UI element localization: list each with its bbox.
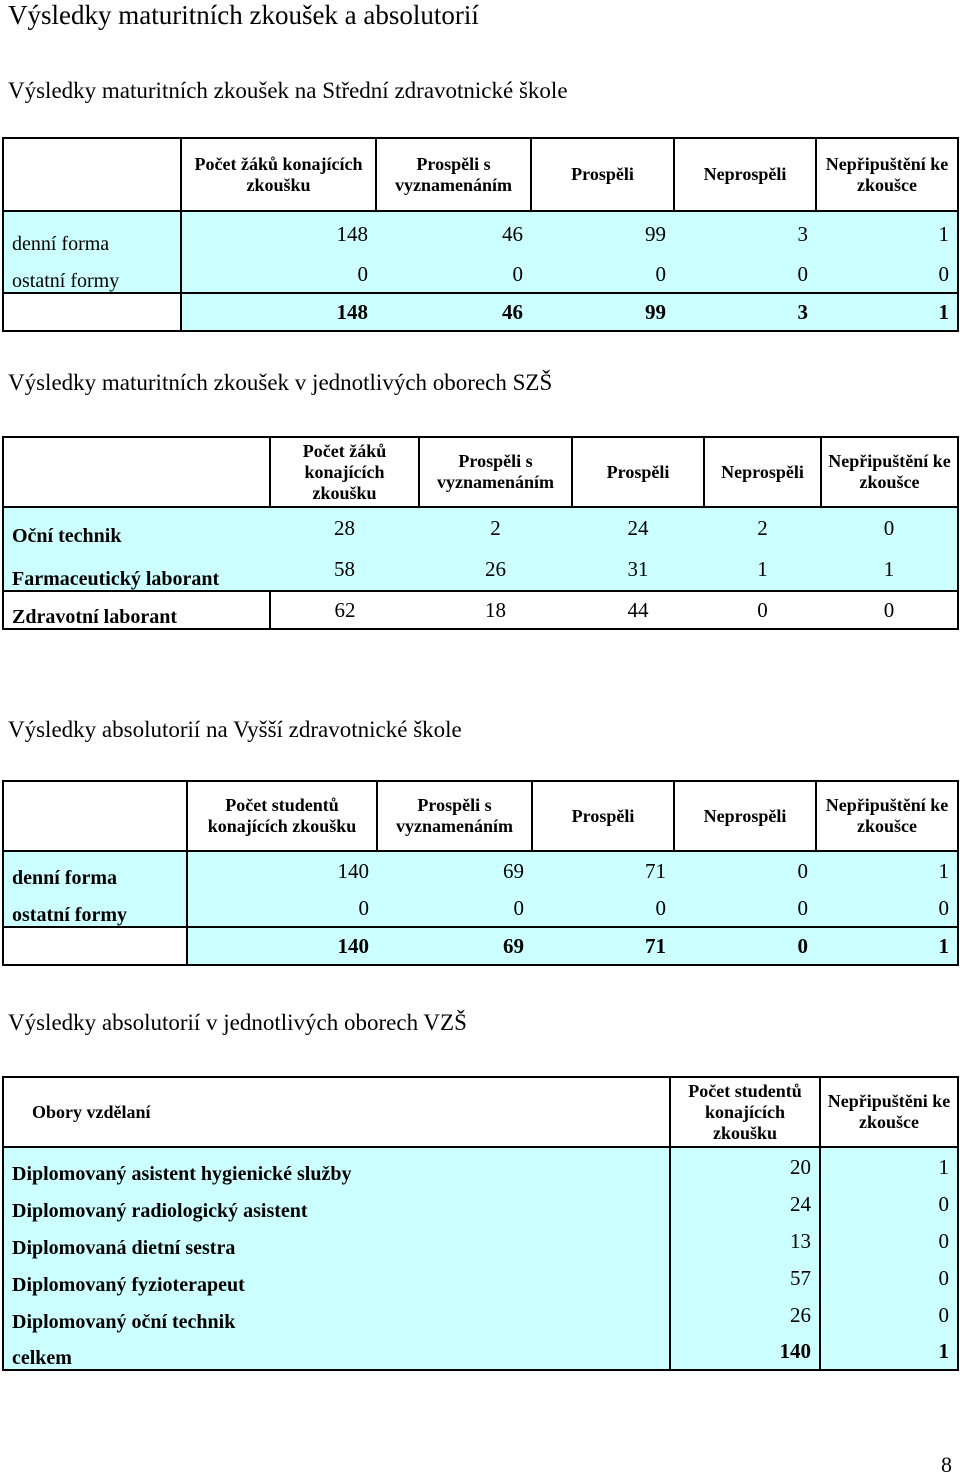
cell-value: 46 [502,221,523,246]
page-title: Výsledky maturitních zkoušek a absolutorií [8,0,479,30]
section-heading: Výsledky absolutorií v jednotlivých oborech VZŠ [8,1010,467,1035]
cell-value: 0 [816,889,958,927]
cell-value: 71 [532,927,674,965]
cell-value: 0 [816,255,958,293]
column-header: Prospěli [532,781,674,851]
cell-value: 0 [704,591,821,629]
row-label: Diplomovaný radiologický asistent [3,1185,670,1222]
table-row [3,591,958,629]
column-header: Nepřipuštění ke zkoušce [816,138,958,211]
table-row [3,1222,958,1259]
results-table-szs-fields [2,436,959,630]
row-label: denní forma [3,851,187,889]
cell-value: 1 [821,547,958,591]
cell-value: 1 [816,293,958,331]
row-label: denní forma [3,211,181,255]
section-heading: Výsledky maturitních zkoušek v jednotlivých oborech SZŠ [8,370,553,395]
cell-value: 99 [645,221,666,246]
cell-value: 13 [670,1222,820,1259]
table-row [3,1259,958,1296]
column-header: Prospěli s vyznamenáním [419,437,572,507]
row-label: Oční technik [3,507,270,547]
section-heading: Výsledky absolutorií na Vyšší zdravotnické škole [8,717,462,742]
cell-value: 18 [419,591,572,629]
column-header: Nepřipuštění ke zkoušce [821,437,958,507]
cell-value: 28 [334,515,355,540]
column-header: Počet žáků konajících zkoušku [270,437,419,507]
table-row [3,1296,958,1333]
table-row [3,1147,958,1185]
row-label [3,293,181,331]
cell-value: 0 [820,1222,958,1259]
table-row-total [3,293,958,331]
column-header: Neprospěli [704,437,821,507]
table-row [3,255,958,293]
cell-value: 99 [531,293,674,331]
cell-value: 1 [816,211,958,255]
cell-value: 0 [674,927,816,965]
column-header: Prospěli s vyznamenáním [377,781,532,851]
row-label [3,927,187,965]
cell-value: 26 [670,1296,820,1333]
table-row [3,889,958,927]
table-row [3,507,958,547]
column-header: Nepřipuštěni ke zkoušce [820,1077,958,1147]
cell-value: 69 [377,927,532,965]
cell-value: 0 [181,255,376,293]
row-label: celkem [3,1333,670,1370]
cell-value: 0 [532,889,674,927]
cell-value: 20 [670,1147,820,1185]
row-label: Farmaceutický laborant [3,547,270,591]
cell-value: 2 [490,515,501,540]
cell-value: 1 [816,927,958,965]
cell-value: 26 [419,547,572,591]
results-table-szs [2,137,959,332]
cell-value: 0 [187,889,377,927]
cell-value: 46 [376,293,531,331]
row-label: ostatní formy [3,255,181,293]
table-row [3,1185,958,1222]
cell-value: 140 [187,851,377,889]
cell-value: 1 [820,1147,958,1185]
page-number: 8 [941,1452,952,1477]
cell-value: 0 [821,591,958,629]
row-label: Diplomovaný oční technik [3,1296,670,1333]
cell-value: 58 [270,547,419,591]
cell-value: 0 [674,889,816,927]
cell-value: 1 [704,547,821,591]
cell-value: 69 [503,858,524,883]
table-row [3,547,958,591]
cell-value: 0 [377,889,532,927]
cell-value: 3 [797,221,808,246]
table-row [3,211,958,255]
results-table-vzs-fields [2,1076,959,1371]
cell-value: 0 [797,858,808,883]
cell-value: 71 [645,858,666,883]
cell-value: 0 [820,1185,958,1222]
cell-value: 57 [670,1259,820,1296]
cell-value: 44 [572,591,704,629]
header-blank [3,138,181,211]
column-header: Obory vzdělaní [3,1077,670,1147]
section-heading: Výsledky maturitních zkoušek na Střední zdravotnické škole [8,78,568,103]
row-label: Diplomovaný asistent hygienické služby [3,1147,670,1185]
cell-value: 3 [674,293,816,331]
table-row-total [3,927,958,965]
row-label: Diplomovaný fyzioterapeut [3,1259,670,1296]
cell-value: 24 [670,1185,820,1222]
row-label: ostatní formy [3,889,187,927]
cell-value: 62 [270,591,419,629]
header-blank [3,437,270,507]
cell-value: 0 [821,507,958,547]
column-header: Počet studentů konajících zkoušku [670,1077,820,1147]
cell-value: 0 [820,1296,958,1333]
column-header: Nepřipuštění ke zkoušce [816,781,958,851]
cell-value: 140 [670,1333,820,1370]
column-header: Neprospěli [674,138,816,211]
header-blank [3,781,187,851]
cell-value: 140 [187,927,377,965]
cell-value: 24 [627,515,649,540]
cell-value: 0 [531,255,674,293]
column-header: Prospěli [572,437,704,507]
results-table-vzs [2,780,959,966]
cell-value: 31 [572,547,704,591]
cell-value: 148 [181,293,376,331]
column-header: Prospěli s vyznamenáním [376,138,531,211]
column-header: Počet studentů konajících zkoušku [187,781,377,851]
cell-value: 0 [376,255,531,293]
cell-value: 1 [816,851,958,889]
cell-value: 1 [820,1333,958,1370]
column-header: Počet žáků konajících zkoušku [181,138,376,211]
cell-value: 148 [181,211,376,255]
cell-value: 0 [674,255,816,293]
column-header: Prospěli [531,138,674,211]
cell-value: 2 [757,515,768,540]
table-row [3,851,958,889]
row-label: Diplomovaná dietní sestra [3,1222,670,1259]
table-row-total [3,1333,958,1370]
row-label: Zdravotní laborant [3,591,270,629]
cell-value: 0 [820,1259,958,1296]
column-header: Neprospěli [674,781,816,851]
